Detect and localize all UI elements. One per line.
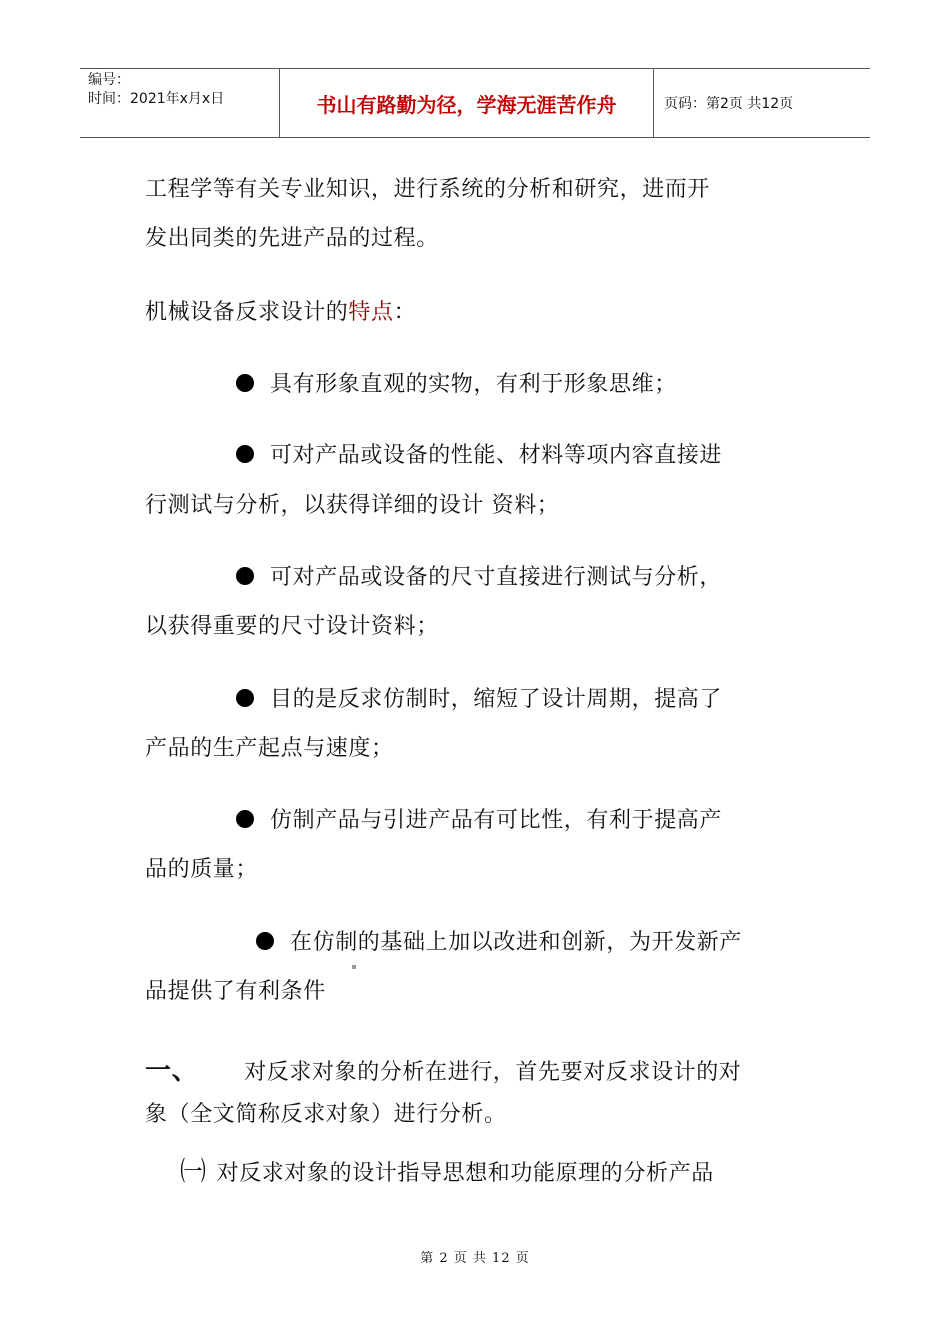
motto: 书山有路勤为径，学海无涯苦作舟 xyxy=(280,69,654,137)
bullet-continuation: 行测试与分析，以获得详细的设计 资料； xyxy=(145,493,560,518)
bullet-continuation: 产品的生产起点与速度； xyxy=(145,736,394,761)
number-label: 编号： xyxy=(88,72,130,88)
bullet-continuation: 品的质量； xyxy=(145,857,259,882)
header-table xyxy=(80,68,870,138)
bullet-continuation: 品提供了有利条件 xyxy=(145,979,326,1004)
bullet-icon xyxy=(256,932,274,950)
subsection-text: 对反求对象的设计指导思想和功能原理的分析产品 xyxy=(216,1161,714,1186)
subsection-number: ㈠ xyxy=(180,1157,207,1187)
header-left-cell xyxy=(80,69,280,137)
section-heading xyxy=(145,1050,741,1087)
page-footer: 第 2 页 共 12 页 xyxy=(420,1251,530,1266)
bullet-item xyxy=(236,682,722,713)
section-continuation: 象（全文简称反求对象）进行分析。 xyxy=(145,1102,507,1127)
features-suffix: ： xyxy=(393,300,417,325)
bullet-item xyxy=(236,803,722,834)
section-number: 一、 xyxy=(145,1056,199,1086)
bullet-icon xyxy=(236,374,254,392)
bullet-text: 可对产品或设备的性能、材料等项内容直接进 xyxy=(270,443,723,468)
bullet-continuation: 以获得重要的尺寸设计资料； xyxy=(145,614,439,639)
bullet-text: 在仿制的基础上加以改进和创新，为开发新产 xyxy=(290,930,743,955)
bullet-text: 目的是反求仿制时，缩短了设计周期，提高了 xyxy=(270,687,723,712)
bullet-text: 可对产品或设备的尺寸直接进行测试与分析， xyxy=(270,565,723,590)
small-mark xyxy=(352,965,356,969)
paragraph-line: 工程学等有关专业知识，进行系统的分析和研究，进而开 xyxy=(145,177,711,202)
time-label: 时间：2021年x月x日 xyxy=(88,91,225,107)
bullet-item xyxy=(236,560,722,591)
features-prefix: 机械设备反求设计的 xyxy=(145,300,349,325)
bullet-icon xyxy=(236,689,254,707)
features-highlight: 特点 xyxy=(348,300,394,325)
bullet-item xyxy=(256,925,742,956)
section-text: 对反求对象的分析在进行，首先要对反求设计的对 xyxy=(244,1060,742,1085)
bullet-text: 仿制产品与引进产品有可比性，有利于提高产 xyxy=(270,808,723,833)
subsection-heading xyxy=(180,1151,714,1188)
paragraph-line: 发出同类的先进产品的过程。 xyxy=(145,226,439,251)
features-heading xyxy=(145,295,416,326)
bullet-icon xyxy=(236,810,254,828)
bullet-text: 具有形象直观的实物，有利于形象思维； xyxy=(270,372,677,397)
bullet-item xyxy=(236,438,722,469)
bullet-item xyxy=(236,367,677,398)
bullet-icon xyxy=(236,445,254,463)
page-info: 页码：第2页 共12页 xyxy=(664,96,794,112)
bullet-icon xyxy=(236,567,254,585)
